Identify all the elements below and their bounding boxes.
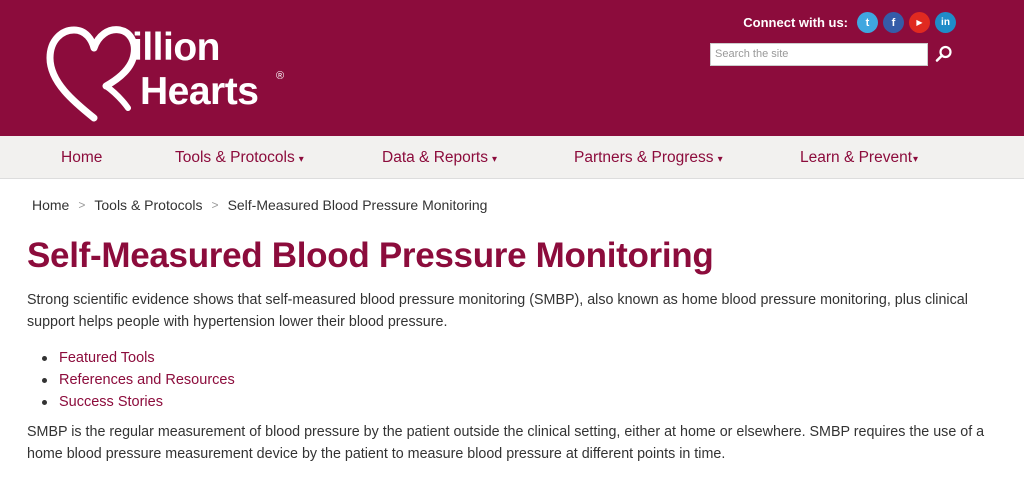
logo-text-million: illion [132, 26, 220, 69]
nav-label: Learn & Prevent [800, 149, 913, 166]
chevron-down-icon: ▾ [491, 154, 497, 165]
twitter-icon[interactable]: t [857, 12, 878, 33]
intro-paragraph: Strong scientific evidence shows that self-measured blood pressure monitoring (SMBP), also known as home blood pressure monitoring, plus clinical support helps people with hypertension lower their blood pressure. [27, 292, 968, 330]
breadcrumb-home[interactable]: Home [32, 197, 70, 213]
youtube-icon[interactable]: ▶ [909, 12, 930, 33]
main-nav [0, 136, 1024, 179]
search-icon[interactable] [932, 42, 956, 66]
nav-item-tools-protocols[interactable] [175, 149, 304, 167]
list-item [42, 369, 235, 391]
smbp-definition-paragraph: SMBP is the regular measurement of blood pressure by the patient outside the clinical setting, either at home or elsewhere. SMBP requires the use of a home blood pressure measurement device by the patient to measure blood pressure at different points in time. [27, 424, 985, 462]
chevron-down-icon: ▾ [298, 154, 304, 165]
link-featured-tools[interactable]: Featured Tools [59, 350, 155, 366]
list-item [42, 391, 235, 413]
facebook-icon[interactable]: f [883, 12, 904, 33]
breadcrumb-separator: > [78, 198, 86, 212]
connect-label: Connect with us: [743, 15, 848, 30]
breadcrumb-separator: > [211, 198, 219, 212]
search-input[interactable] [710, 43, 928, 66]
site-search [710, 42, 956, 66]
link-success-stories[interactable]: Success Stories [59, 394, 163, 410]
linkedin-icon[interactable]: in [935, 12, 956, 33]
section-links [42, 347, 235, 413]
breadcrumb [32, 197, 487, 213]
nav-item-home[interactable] [61, 149, 102, 167]
breadcrumb-current: Self-Measured Blood Pressure Monitoring [227, 197, 488, 213]
million-hearts-logo[interactable] [44, 20, 294, 124]
chevron-down-icon: ▾ [717, 154, 723, 165]
nav-label: Data & Reports [382, 149, 488, 166]
heart-logo-icon [44, 22, 144, 124]
nav-label: Home [61, 149, 103, 166]
nav-item-data-reports[interactable] [382, 149, 497, 167]
registered-mark: ® [276, 70, 285, 82]
nav-item-learn-prevent[interactable] [800, 149, 918, 167]
nav-item-partners-progress[interactable] [574, 149, 723, 167]
nav-label: Tools & Protocols [175, 149, 295, 166]
nav-label: Partners & Progress [574, 149, 714, 166]
chevron-down-icon: ▾ [913, 154, 919, 165]
page-title: Self-Measured Blood Pressure Monitoring [27, 236, 714, 275]
breadcrumb-tools-protocols[interactable]: Tools & Protocols [94, 197, 203, 213]
social-connect [743, 12, 956, 33]
list-item [42, 347, 235, 369]
link-references-resources[interactable]: References and Resources [59, 372, 235, 388]
site-header [0, 0, 1024, 136]
logo-text-hearts: Hearts [140, 70, 259, 113]
